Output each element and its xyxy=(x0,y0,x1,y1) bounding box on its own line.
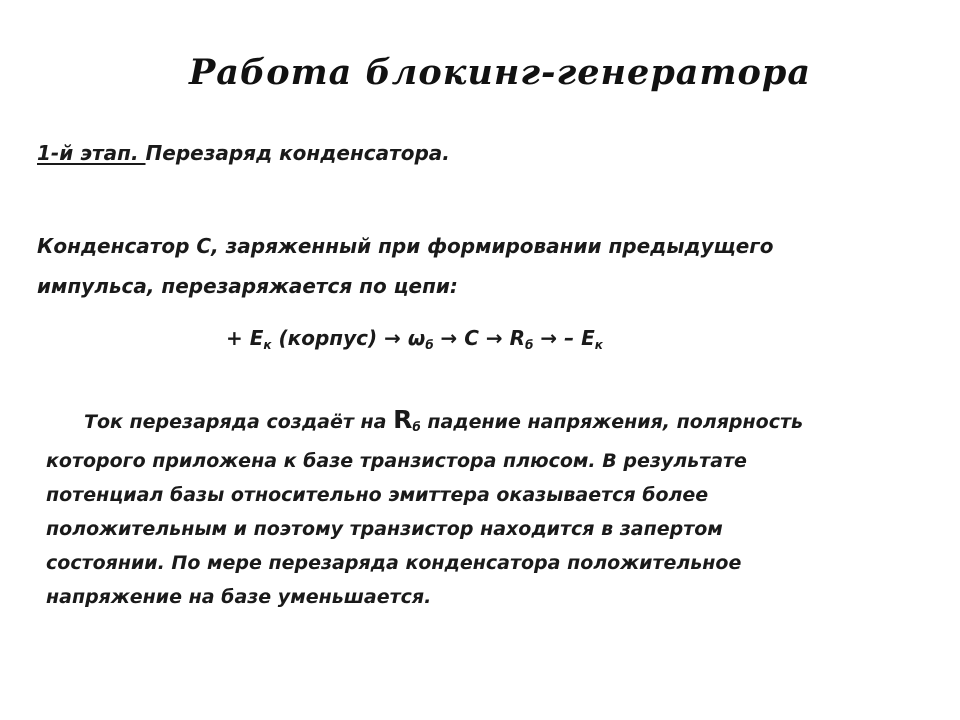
chain-part-4: → – Е xyxy=(533,326,595,350)
resistor-symbol: R xyxy=(393,405,413,434)
paragraph-line-6: напряжение на базе уменьшается. xyxy=(46,586,432,608)
resistor-subscript: б xyxy=(412,420,421,434)
chain-part-3: → С → R xyxy=(433,326,526,350)
stage-name: Перезаряд конденсатора. xyxy=(145,141,450,165)
chain-sub-2: б xyxy=(425,338,434,352)
paragraph-line-1 xyxy=(46,403,946,444)
intro-line-2: импульса, перезаряжается по цепи: xyxy=(37,274,458,298)
paragraph-line-2: которого приложена к базе транзистора плюсом. В результате xyxy=(46,450,747,472)
paragraph-line-3: потенциал базы относительно эмиттера оказывается более xyxy=(46,484,709,506)
paragraph-line-1-a: Ток перезаряда создаёт на xyxy=(84,411,394,433)
stage-heading xyxy=(37,141,450,165)
paragraph-line-4: положительным и поэтому транзистор находится в запертом xyxy=(46,518,723,540)
explanation-paragraph xyxy=(46,403,946,614)
chain-part-1: + Е xyxy=(226,326,264,350)
paragraph-line-1-b: падение напряжения, полярность xyxy=(420,411,803,433)
slide-title: Работа блокинг-генератора xyxy=(188,52,812,93)
chain-part-2: (корпус) → ω xyxy=(271,326,426,350)
chain-sub-3: б xyxy=(525,338,534,352)
intro-line-1: Конденсатор С, заряженный при формировании предыдущего xyxy=(37,234,774,258)
chain-sub-1: к xyxy=(263,338,272,352)
paragraph-line-5: состоянии. По мере перезаряда конденсатора положительное xyxy=(46,552,742,574)
intro-text xyxy=(37,226,937,306)
circuit-chain xyxy=(226,326,603,352)
stage-number: 1-й этап. xyxy=(37,141,146,165)
chain-sub-4: к xyxy=(594,338,603,352)
